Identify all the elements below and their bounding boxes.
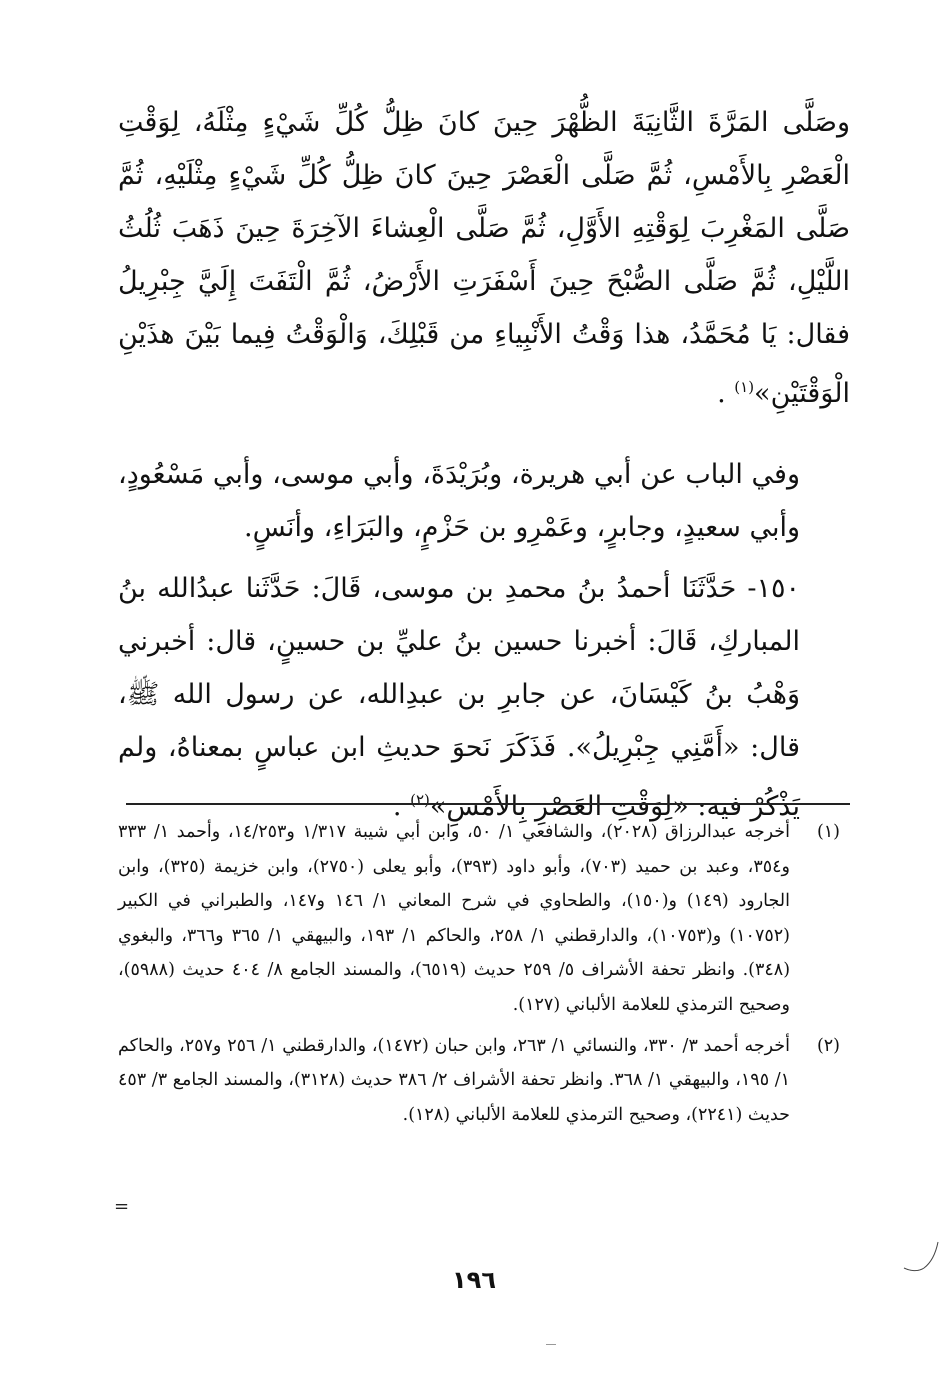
scan-speck	[546, 1344, 556, 1345]
paragraph-hadith-150	[118, 562, 850, 833]
footnote-ref-1: (١)	[734, 378, 755, 396]
margin-scribble-mark	[902, 1238, 942, 1278]
page-number: ١٩٦	[452, 1266, 496, 1294]
main-text	[118, 96, 850, 833]
footnotes	[118, 815, 840, 1132]
footnote-number: (٢)	[816, 1035, 840, 1056]
footnote-text: أخرجه أحمد ٣/ ٣٣٠، والنسائي ١/ ٢٦٣، وابن حبان (١٤٧٢)، والدارقطني ١/ ٢٥٦ و٢٥٧، والحاكم ١/ ١٩٥، والبيهقي ١/ ٣٦٨. وانظر تحفة الأشراف ٢/ ٣٨٦ حديث (٣١٢٨)، والمسند الجامع ٣/ ٤٥٣ حديث (٢٢٤١)، وصحيح الترمذي للعلامة الألباني (١٢٨).	[118, 1035, 790, 1125]
footnote-ref-2: (٢)	[410, 791, 430, 809]
footnote-separator	[126, 803, 850, 805]
footnote-1	[118, 815, 840, 1023]
paragraph-chapter-note: وفي الباب عن أبي هريرة، وبُرَيْدَةَ، وأبي موسى، وأبي مَسْعُودٍ، وأبي سعيدٍ، وجابرٍ، وعَمْرِو بن حَزْمٍ، والبَرَاءِ، وأنَسٍ.	[118, 459, 800, 543]
period: .	[392, 791, 411, 822]
footnote-number: (١)	[816, 822, 840, 842]
continuation-mark: =	[114, 1196, 130, 1217]
paragraph-text: وصَلَّى المَرَّةَ الثَّانِيَةَ الظُّهْرَ حِينَ كانَ ظِلُّ كُلِّ شَيْءٍ مِثْلَهُ، لِوَقْتِ الْعَصْرِ بِالأَمْسِ، ثُمَّ صَلَّى الْعَصْرَ حِينَ كانَ ظِلُّ كُلِّ شَيْءٍ مِثْلَيْهِ، ثُمَّ صَلَّى المَغْرِبَ لِوَقْتِهِ الأَوَّلِ، ثُمَّ صَلَّى الْعِشاءَ الآخِرَةَ حِينَ ذَهَبَ ثُلُثُ اللَّيْلِ، ثُمَّ صَلَّى الصُّبْحَ حِينَ أَسْفَرَتِ الأَرْضُ، ثُمَّ الْتَفَتَ إِلَيَّ جِبْرِيلُ فقال: يَا مُحَمَّدُ، هذا وَقْتُ الأَنْبِياءِ من قَبْلِكَ، وَالْوَقْتُ فِيما بَيْنَ هذَيْنِ الْوَقْتَيْنِ»	[118, 107, 850, 409]
paragraph-text: ١٥٠- حَدَّثَنَا أحمدُ بنُ محمدِ بن موسى، قَالَ: حَدَّثَنا عبدُالله بنُ المباركِ، قَالَ: أخبرنا حسين بنُ عليِّ بن حسينٍ، قال: أخبرني وَهْبُ بنُ كَيْسَانَ، عن جابرِ بن عبدِالله، عن رسول الله ﷺ، قال: «أَمَّنِي جِبْرِيلُ». فَذَكَرَ نَحوَ حديثِ ابن عباسٍ بمعناهُ، ولم يَذْكُرْ فيه: «لِوَقْتِ العَصْرِ بِالأَمْسِ»	[118, 573, 800, 822]
footnote-2	[118, 1029, 840, 1133]
paragraph-hadith-text	[118, 96, 850, 420]
footnote-text: أخرجه عبدالرزاق (٢٠٢٨)، والشافعي ١/ ٥٠، وابن أبي شيبة ١/٣١٧ و١٤/٢٥٣، وأحمد ١/ ٣٣٣ و٣٥٤، وعبد بن حميد (٧٠٣)، وأبو داود (٣٩٣)، وأبو يعلى (٢٧٥٠)، وابن خزيمة (٣٢٥)، وابن الجارود (١٤٩) و(١٥٠)، والطحاوي في شرح المعاني ١/ ١٤٦ و١٤٧، والطبراني في الكبير (١٠٧٥٢) و(١٠٧٥٣)، والدارقطني ١/ ٢٥٨، والحاكم ١/ ١٩٣، والبيهقي ١/ ٣٦٥ و٣٦٦، والبغوي (٣٤٨). وانظر تحفة الأشراف ٥/ ٢٥٩ حديث (٦٥١٩)، والمسند الجامع ٨/ ٤٠٤ حديث (٥٩٨٨)، وصحيح الترمذي للعلامة الألباني (١٢٧).	[118, 822, 791, 1015]
period: .	[717, 378, 735, 409]
